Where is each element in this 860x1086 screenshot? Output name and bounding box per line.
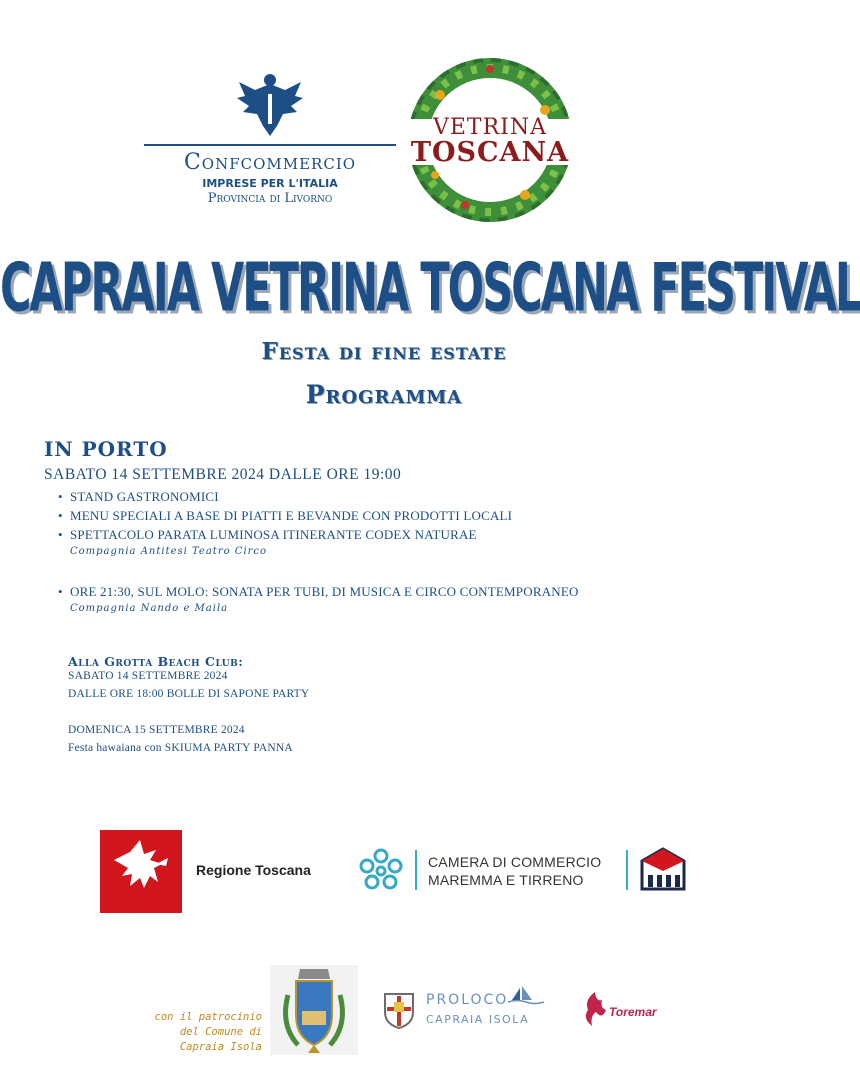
regione-toscana-name: Regione Toscana — [196, 862, 311, 878]
grotta-line: DOMENICA 15 SETTEMBRE 2024 — [68, 724, 245, 736]
list-item: • ORE 21:30, SUL MOLO: SONATA PER TUBI, DI MUSICA E CIRCO CONTEMPORANEO — [58, 582, 738, 601]
toremar-name: Toremar — [609, 1005, 657, 1019]
proloco-crest-icon — [382, 990, 416, 1030]
pegasus-icon — [100, 830, 182, 913]
camera-name-line2: MAREMMA E TIRRENO — [428, 872, 584, 888]
programma-heading: Programma — [305, 380, 463, 409]
list-item: • SPETTACOLO PARATA LUMINOSA ITINERANTE CODEX NATURAE — [58, 525, 738, 544]
proloco-name: PROLOCO — [426, 992, 509, 1008]
vetrina-line1: VETRINA — [432, 115, 547, 140]
confcommercio-name: Confcommercio — [183, 150, 357, 175]
program-list-2 — [58, 582, 738, 601]
festival-title: CAPRAIA VETRINA TOSCANA FESTIVAL — [0, 250, 860, 328]
patrocinio-line: con il patrocinio — [154, 1011, 262, 1023]
festival-subtitle: Festa di fine estate — [261, 338, 507, 365]
patrocinio-text — [116, 1010, 262, 1055]
section-title-in-porto: IN PORTO — [44, 437, 168, 461]
company-credit: Compagnia Nando e Maila — [70, 603, 229, 614]
comune-capraia-crest — [270, 965, 358, 1055]
crest-icon — [270, 965, 358, 1055]
confcommercio-logo — [140, 70, 400, 210]
building-icon — [638, 845, 688, 895]
camera-commercio-icon — [356, 846, 406, 896]
patrocinio-line: Capraia Isola — [179, 1041, 262, 1053]
patrocinio-line: del Comune di — [179, 1026, 262, 1038]
grotta-line: SABATO 14 SETTEMBRE 2024 — [68, 670, 228, 682]
eagle-icon — [235, 70, 305, 140]
grotta-line: Festa hawaiana con SKIUMA PARTY PANNA — [68, 742, 293, 754]
company-credit: Compagnia Antitesi Teatro Circo — [70, 546, 268, 557]
divider — [626, 850, 628, 890]
regione-toscana-flag — [100, 830, 182, 913]
program-list — [58, 487, 738, 544]
vetrina-toscana-logo — [405, 55, 575, 225]
vetrina-line2: TOSCANA — [410, 137, 570, 168]
toremar-logo-icon — [582, 990, 608, 1028]
program-date-line: SABATO 14 SETTEMBRE 2024 DALLE ORE 19:00 — [44, 466, 402, 483]
proloco-subtitle: CAPRAIA ISOLA — [426, 1013, 530, 1026]
confcommercio-tagline: IMPRESE PER L'ITALIA — [202, 177, 338, 190]
divider — [415, 850, 417, 890]
grotta-line: DALLE ORE 18:00 BOLLE DI SAPONE PARTY — [68, 688, 310, 700]
confcommercio-province: Provincia di Livorno — [207, 191, 333, 206]
grotta-title: Alla Grotta Beach Club: — [68, 654, 244, 669]
logo-rule — [144, 144, 396, 146]
sailboat-icon — [508, 986, 544, 1006]
list-item: • MENU SPECIALI A BASE DI PIATTI E BEVANDE CON PRODOTTI LOCALI — [58, 506, 738, 525]
camera-name-line1: CAMERA DI COMMERCIO — [428, 854, 602, 870]
list-item: • STAND GASTRONOMICI — [58, 487, 738, 506]
